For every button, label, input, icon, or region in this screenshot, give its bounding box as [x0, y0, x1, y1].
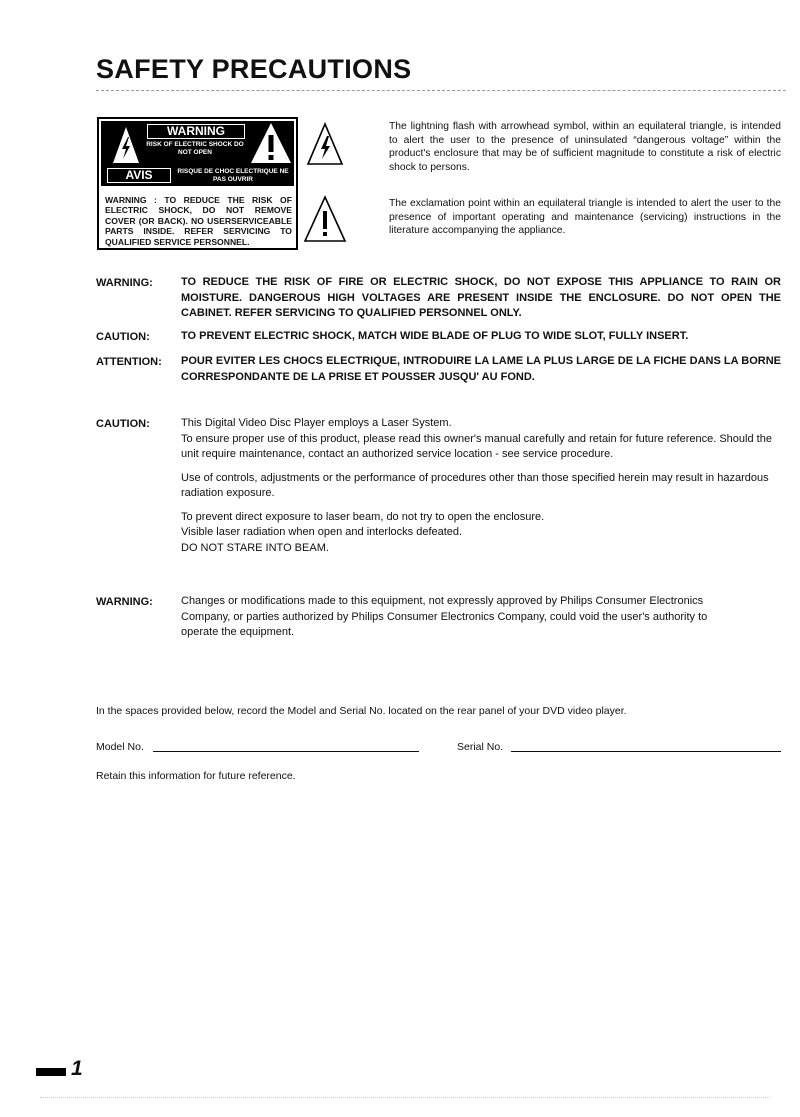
- warning-label: [97, 117, 298, 250]
- laser-exposure-note: To prevent direct exposure to laser beam, do not try to open the enclosure.: [181, 510, 545, 523]
- laser-caution-label: CAUTION:: [96, 418, 150, 430]
- label-avis-sub: RISQUE DE CHOC ELECTRIQUE NE PAS OUVRIR: [177, 168, 289, 183]
- lightning-description: The lightning flash with arrowhead symbol, within an equilateral triangle, is intended to alert the user to the presence of uninsulated “dangerous voltage” within the product's enclosure that may be of sufficient magnitude to constitute a risk of electric shock to persons.: [389, 121, 781, 173]
- label-warning-sub: RISK OF ELECTRIC SHOCK DO NOT OPEN: [146, 141, 244, 156]
- label-body-text: WARNING : TO REDUCE THE RISK OF ELECTRIC SHOCK, DO NOT REMOVE COVER (OR BACK). NO USERSERVICEABLE PARTS INSIDE. REFER SERVICING TO QUALIFIED SERVICE PERSONNEL.: [105, 195, 292, 247]
- attention-notice-label: ATTENTION:: [96, 356, 162, 368]
- record-instruction: In the spaces provided below, record the Model and Serial No. located on the rear panel of your DVD video player.: [96, 705, 627, 717]
- model-label: Model No.: [96, 741, 144, 753]
- laser-caution-text: [181, 416, 781, 556]
- page-title: SAFETY PRECAUTIONS: [96, 54, 412, 84]
- laser-stare-note: DO NOT STARE INTO BEAM.: [181, 541, 329, 554]
- laser-manual-note: To ensure proper use of this product, please read this owner's manual carefully and retain for future reference. Should the unit require maintenance, contact an authorized service location - see service procedure.: [181, 432, 772, 460]
- warning-notice-text: TO REDUCE THE RISK OF FIRE OR ELECTRIC SHOCK, DO NOT EXPOSE THIS APPLIANCE TO RAIN OR MOISTURE. DANGEROUS HIGH VOLTAGES ARE PRESENT INSIDE THE ENCLOSURE. DO NOT OPEN THE CABINET. REFER SERVICING TO QUALIFIED PERSONNEL ONLY.: [181, 276, 781, 319]
- lightning-icon: [111, 125, 141, 165]
- footer-divider: [40, 1097, 770, 1098]
- exclamation-icon: [249, 121, 293, 165]
- attention-notice-text: POUR EVITER LES CHOCS ELECTRIQUE, INTRODUIRE LA LAME LA PLUS LARGE DE LA FICHE DANS LA BORNE CORRESPONDANTE DE LA PRISE ET POUSSER JUSQU' AU FOND.: [181, 355, 781, 383]
- lightning-triangle-icon: [306, 122, 344, 166]
- page-number: 1: [71, 1057, 83, 1080]
- serial-label: Serial No.: [457, 741, 504, 753]
- retain-note: Retain this information for future reference.: [96, 770, 296, 782]
- modifications-warning-label: WARNING:: [96, 596, 153, 608]
- modifications-warning-text: Changes or modifications made to this equipment, not expressly approved by Philips Consumer Electronics Company, or parties authorized by Philips Consumer Electronics Company, could void the user's authority to operate the equipment.: [181, 595, 708, 638]
- exclamation-triangle-icon: [303, 195, 347, 243]
- serial-number-field[interactable]: [511, 751, 781, 752]
- label-warning-word: WARNING: [147, 124, 245, 139]
- exclamation-description: The exclamation point within an equilateral triangle is intended to alert the user to the presence of important operating and maintenance (servicing) instructions in the literature accompanying the appliance.: [389, 198, 781, 236]
- label-avis-word: AVIS: [107, 168, 171, 183]
- title-divider: [96, 90, 786, 91]
- caution-notice-label: CAUTION:: [96, 331, 150, 343]
- model-number-field[interactable]: [153, 751, 419, 752]
- laser-controls-note: Use of controls, adjustments or the performance of procedures other than those specified herein may result in hazardous radiation exposure.: [181, 471, 769, 499]
- caution-notice-text: TO PREVENT ELECTRIC SHOCK, MATCH WIDE BLADE OF PLUG TO WIDE SLOT, FULLY INSERT.: [181, 330, 689, 342]
- laser-radiation-note: Visible laser radiation when open and interlocks defeated.: [181, 526, 463, 538]
- laser-intro: This Digital Video Disc Player employs a Laser System.: [181, 417, 452, 429]
- warning-notice-label: WARNING:: [96, 277, 153, 289]
- page-marker-bar: [36, 1068, 66, 1076]
